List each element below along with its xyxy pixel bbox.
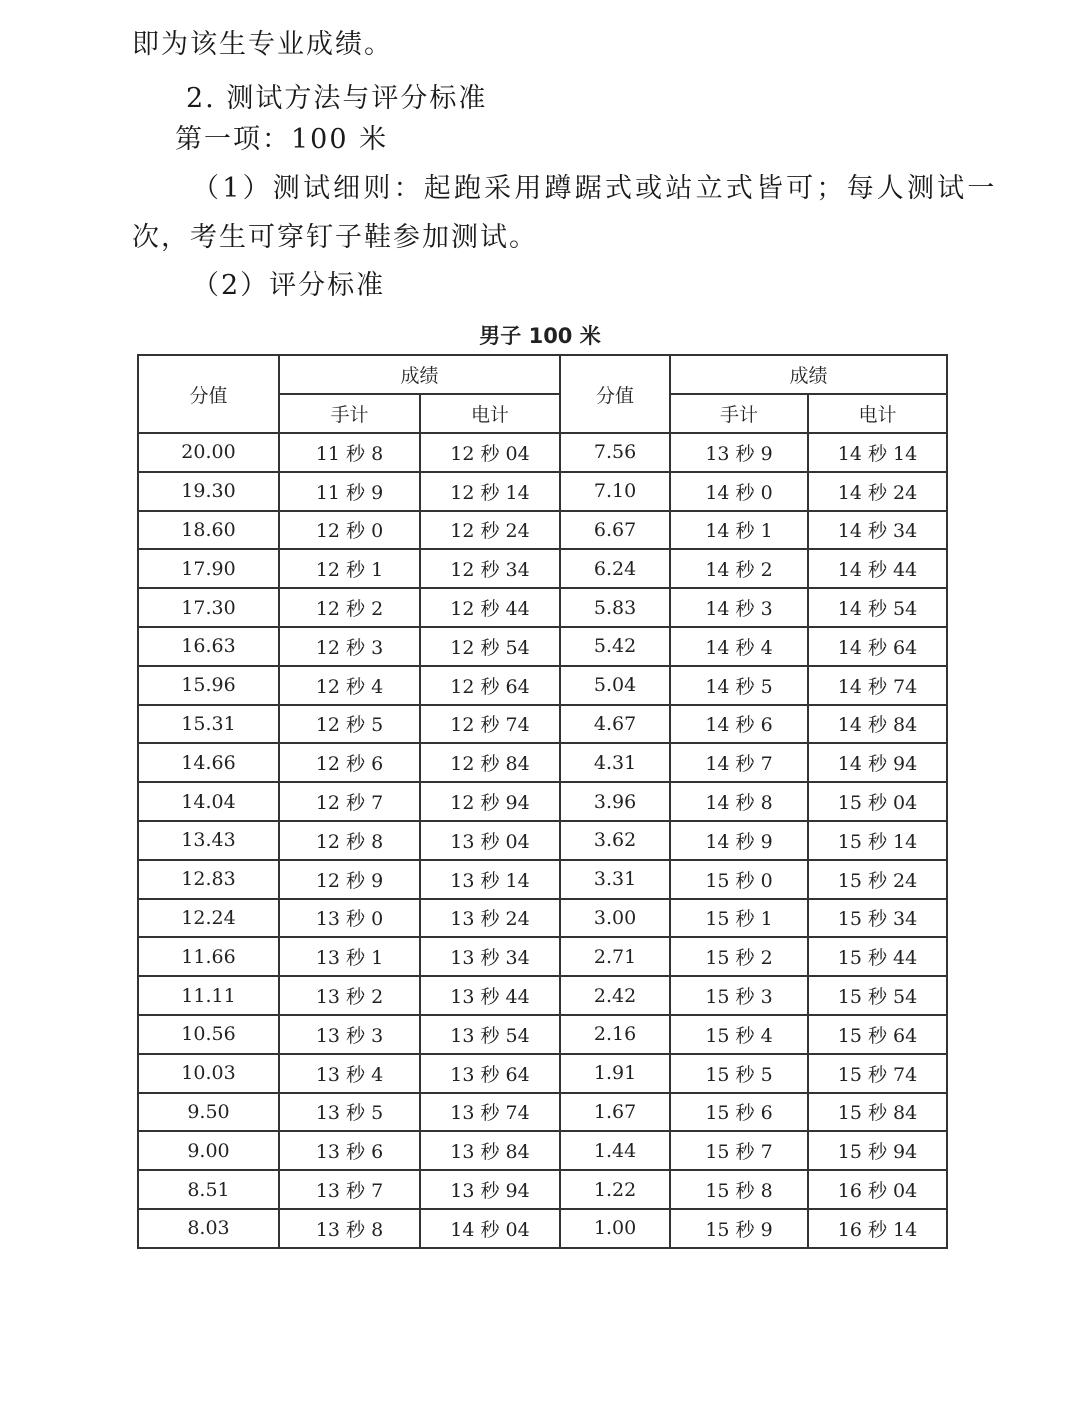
table-row <box>138 705 947 744</box>
table-row <box>138 666 947 705</box>
electronic-time-right-cell: 15 秒 44 <box>808 937 947 976</box>
electronic-time-left-cell: 13 秒 24 <box>420 899 560 938</box>
score-left-cell: 12.24 <box>138 899 279 938</box>
electronic-time-left-cell: 12 秒 14 <box>420 472 560 511</box>
hand-time-right-cell: 14 秒 6 <box>670 705 808 744</box>
hand-time-left-cell: 12 秒 5 <box>279 705 420 744</box>
hand-time-right-cell: 15 秒 3 <box>670 976 808 1015</box>
score-left-cell: 11.11 <box>138 976 279 1015</box>
score-left-cell: 8.03 <box>138 1209 279 1248</box>
hand-time-right-cell: 14 秒 0 <box>670 472 808 511</box>
header-electronic-right: 电计 <box>808 394 947 433</box>
hand-time-right-cell: 14 秒 4 <box>670 627 808 666</box>
hand-time-right-cell: 15 秒 7 <box>670 1131 808 1170</box>
table-row <box>138 627 947 666</box>
section-heading: 2. 测试方法与评分标准 <box>186 83 488 114</box>
electronic-time-left-cell: 12 秒 04 <box>420 433 560 472</box>
table-row <box>138 472 947 511</box>
hand-time-right-cell: 15 秒 6 <box>670 1093 808 1132</box>
electronic-time-right-cell: 14 秒 64 <box>808 627 947 666</box>
score-right-cell: 2.42 <box>560 976 670 1015</box>
electronic-time-left-cell: 12 秒 84 <box>420 743 560 782</box>
score-left-cell: 8.51 <box>138 1170 279 1209</box>
hand-time-right-cell: 15 秒 5 <box>670 1054 808 1093</box>
header-hand-right: 手计 <box>670 394 808 433</box>
rules-line-2: 次，考生可穿钉子鞋参加测试。 <box>132 222 538 253</box>
electronic-time-right-cell: 14 秒 54 <box>808 588 947 627</box>
hand-time-left-cell: 13 秒 1 <box>279 937 420 976</box>
table-row <box>138 976 947 1015</box>
hand-time-right-cell: 15 秒 4 <box>670 1015 808 1054</box>
table-row <box>138 511 947 550</box>
electronic-time-right-cell: 15 秒 14 <box>808 821 947 860</box>
electronic-time-left-cell: 14 秒 04 <box>420 1209 560 1248</box>
score-left-cell: 20.00 <box>138 433 279 472</box>
score-right-cell: 3.31 <box>560 860 670 899</box>
score-right-cell: 5.04 <box>560 666 670 705</box>
electronic-time-right-cell: 15 秒 04 <box>808 782 947 821</box>
hand-time-right-cell: 15 秒 2 <box>670 937 808 976</box>
electronic-time-left-cell: 13 秒 14 <box>420 860 560 899</box>
score-right-cell: 2.71 <box>560 937 670 976</box>
score-left-cell: 17.30 <box>138 588 279 627</box>
hand-time-left-cell: 13 秒 3 <box>279 1015 420 1054</box>
paragraph-line-1: 即为该生专业成绩。 <box>132 29 393 60</box>
electronic-time-left-cell: 13 秒 64 <box>420 1054 560 1093</box>
hand-time-left-cell: 13 秒 7 <box>279 1170 420 1209</box>
hand-time-right-cell: 14 秒 1 <box>670 511 808 550</box>
hand-time-left-cell: 12 秒 0 <box>279 511 420 550</box>
electronic-time-left-cell: 12 秒 34 <box>420 549 560 588</box>
score-right-cell: 2.16 <box>560 1015 670 1054</box>
hand-time-left-cell: 12 秒 7 <box>279 782 420 821</box>
score-right-cell: 1.67 <box>560 1093 670 1132</box>
electronic-time-left-cell: 12 秒 74 <box>420 705 560 744</box>
table-row <box>138 743 947 782</box>
score-right-cell: 4.67 <box>560 705 670 744</box>
score-right-cell: 1.91 <box>560 1054 670 1093</box>
score-left-cell: 16.63 <box>138 627 279 666</box>
electronic-time-left-cell: 13 秒 54 <box>420 1015 560 1054</box>
score-right-cell: 7.10 <box>560 472 670 511</box>
electronic-time-left-cell: 13 秒 84 <box>420 1131 560 1170</box>
hand-time-left-cell: 11 秒 9 <box>279 472 420 511</box>
score-left-cell: 14.66 <box>138 743 279 782</box>
hand-time-right-cell: 14 秒 7 <box>670 743 808 782</box>
rules-line-1: （1）测试细则：起跑采用蹲踞式或站立式皆可；每人测试一 <box>192 173 998 204</box>
score-left-cell: 11.66 <box>138 937 279 976</box>
hand-time-left-cell: 13 秒 5 <box>279 1093 420 1132</box>
score-right-cell: 3.96 <box>560 782 670 821</box>
electronic-time-left-cell: 13 秒 34 <box>420 937 560 976</box>
score-right-cell: 1.44 <box>560 1131 670 1170</box>
table-row <box>138 1131 947 1170</box>
table-body <box>138 433 947 1248</box>
score-left-cell: 10.03 <box>138 1054 279 1093</box>
electronic-time-left-cell: 13 秒 04 <box>420 821 560 860</box>
hand-time-right-cell: 14 秒 8 <box>670 782 808 821</box>
score-left-cell: 15.96 <box>138 666 279 705</box>
score-left-cell: 9.00 <box>138 1131 279 1170</box>
score-left-cell: 17.90 <box>138 549 279 588</box>
electronic-time-right-cell: 16 秒 14 <box>808 1209 947 1248</box>
score-right-cell: 1.22 <box>560 1170 670 1209</box>
score-right-cell: 5.83 <box>560 588 670 627</box>
score-right-cell: 3.62 <box>560 821 670 860</box>
hand-time-left-cell: 12 秒 2 <box>279 588 420 627</box>
table-row <box>138 1209 947 1248</box>
electronic-time-right-cell: 14 秒 84 <box>808 705 947 744</box>
score-left-cell: 9.50 <box>138 1093 279 1132</box>
hand-time-right-cell: 15 秒 0 <box>670 860 808 899</box>
electronic-time-right-cell: 15 秒 74 <box>808 1054 947 1093</box>
score-left-cell: 19.30 <box>138 472 279 511</box>
electronic-time-right-cell: 15 秒 84 <box>808 1093 947 1132</box>
electronic-time-right-cell: 15 秒 64 <box>808 1015 947 1054</box>
hand-time-left-cell: 12 秒 9 <box>279 860 420 899</box>
score-left-cell: 13.43 <box>138 821 279 860</box>
hand-time-right-cell: 14 秒 5 <box>670 666 808 705</box>
header-result-left: 成绩 <box>279 355 560 394</box>
hand-time-left-cell: 13 秒 2 <box>279 976 420 1015</box>
hand-time-left-cell: 13 秒 8 <box>279 1209 420 1248</box>
hand-time-left-cell: 12 秒 1 <box>279 549 420 588</box>
table-row <box>138 937 947 976</box>
electronic-time-right-cell: 15 秒 34 <box>808 899 947 938</box>
electronic-time-right-cell: 14 秒 24 <box>808 472 947 511</box>
table-row <box>138 821 947 860</box>
hand-time-right-cell: 13 秒 9 <box>670 433 808 472</box>
score-left-cell: 15.31 <box>138 705 279 744</box>
table-row <box>138 899 947 938</box>
hand-time-left-cell: 13 秒 4 <box>279 1054 420 1093</box>
table-row <box>138 1170 947 1209</box>
table-row <box>138 549 947 588</box>
hand-time-right-cell: 15 秒 8 <box>670 1170 808 1209</box>
hand-time-right-cell: 14 秒 3 <box>670 588 808 627</box>
table-row <box>138 433 947 472</box>
electronic-time-right-cell: 14 秒 94 <box>808 743 947 782</box>
electronic-time-right-cell: 14 秒 34 <box>808 511 947 550</box>
hand-time-left-cell: 12 秒 3 <box>279 627 420 666</box>
hand-time-left-cell: 13 秒 0 <box>279 899 420 938</box>
hand-time-right-cell: 14 秒 9 <box>670 821 808 860</box>
electronic-time-left-cell: 13 秒 74 <box>420 1093 560 1132</box>
hand-time-left-cell: 11 秒 8 <box>279 433 420 472</box>
electronic-time-left-cell: 12 秒 44 <box>420 588 560 627</box>
electronic-time-left-cell: 12 秒 24 <box>420 511 560 550</box>
electronic-time-right-cell: 14 秒 14 <box>808 433 947 472</box>
electronic-time-right-cell: 15 秒 94 <box>808 1131 947 1170</box>
table-row <box>138 588 947 627</box>
electronic-time-left-cell: 13 秒 94 <box>420 1170 560 1209</box>
table-row <box>138 1093 947 1132</box>
score-right-cell: 1.00 <box>560 1209 670 1248</box>
criteria-heading: （2）评分标准 <box>192 270 386 301</box>
hand-time-right-cell: 14 秒 2 <box>670 549 808 588</box>
hand-time-left-cell: 12 秒 8 <box>279 821 420 860</box>
electronic-time-left-cell: 12 秒 54 <box>420 627 560 666</box>
table-row <box>138 1015 947 1054</box>
electronic-time-right-cell: 14 秒 44 <box>808 549 947 588</box>
score-right-cell: 5.42 <box>560 627 670 666</box>
electronic-time-right-cell: 15 秒 24 <box>808 860 947 899</box>
table-row <box>138 1054 947 1093</box>
electronic-time-right-cell: 15 秒 54 <box>808 976 947 1015</box>
electronic-time-left-cell: 13 秒 44 <box>420 976 560 1015</box>
score-left-cell: 18.60 <box>138 511 279 550</box>
score-right-cell: 4.31 <box>560 743 670 782</box>
item-heading: 第一项：100 米 <box>175 124 389 155</box>
score-left-cell: 14.04 <box>138 782 279 821</box>
score-right-cell: 3.00 <box>560 899 670 938</box>
hand-time-right-cell: 15 秒 1 <box>670 899 808 938</box>
score-right-cell: 6.24 <box>560 549 670 588</box>
score-table <box>137 354 948 1249</box>
header-result-right: 成绩 <box>670 355 947 394</box>
header-score-left: 分值 <box>138 355 279 433</box>
table-row <box>138 782 947 821</box>
header-electronic-left: 电计 <box>420 394 560 433</box>
hand-time-right-cell: 15 秒 9 <box>670 1209 808 1248</box>
score-right-cell: 6.67 <box>560 511 670 550</box>
header-score-right: 分值 <box>560 355 670 433</box>
electronic-time-left-cell: 12 秒 94 <box>420 782 560 821</box>
score-left-cell: 10.56 <box>138 1015 279 1054</box>
hand-time-left-cell: 12 秒 4 <box>279 666 420 705</box>
table-row <box>138 860 947 899</box>
score-left-cell: 12.83 <box>138 860 279 899</box>
table-title: 男子 100 米 <box>479 324 601 348</box>
header-hand-left: 手计 <box>279 394 420 433</box>
electronic-time-right-cell: 16 秒 04 <box>808 1170 947 1209</box>
hand-time-left-cell: 12 秒 6 <box>279 743 420 782</box>
electronic-time-left-cell: 12 秒 64 <box>420 666 560 705</box>
score-right-cell: 7.56 <box>560 433 670 472</box>
hand-time-left-cell: 13 秒 6 <box>279 1131 420 1170</box>
electronic-time-right-cell: 14 秒 74 <box>808 666 947 705</box>
